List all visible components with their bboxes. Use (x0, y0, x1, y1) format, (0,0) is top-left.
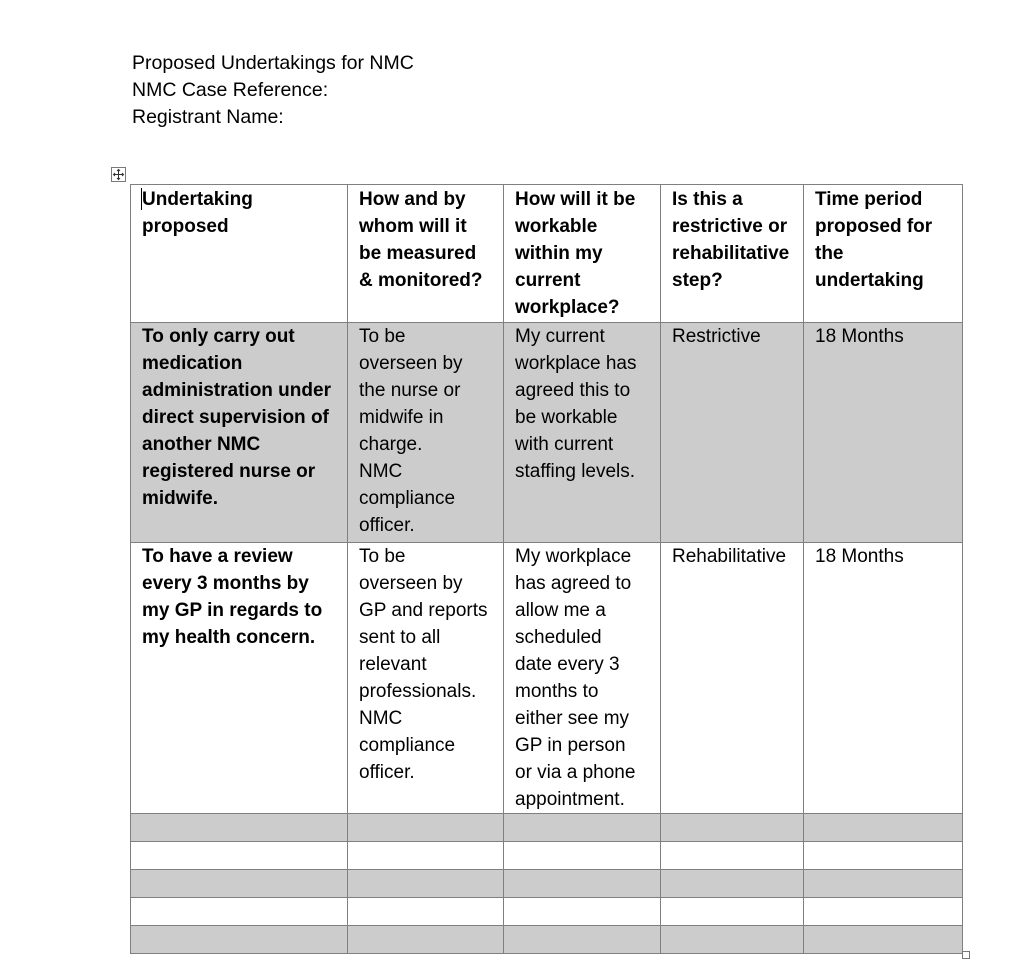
empty-cell[interactable] (504, 870, 661, 898)
table-cell[interactable]: To only carry out medication administration under direct supervision of another NMC registered nurse or midwife. (131, 323, 348, 543)
text-cursor (141, 188, 142, 210)
table-resize-handle[interactable] (962, 951, 970, 959)
empty-cell[interactable] (131, 842, 348, 870)
header-cell-undertaking[interactable]: Undertaking proposed (131, 185, 348, 323)
empty-cell[interactable] (804, 926, 963, 954)
empty-cell[interactable] (661, 814, 804, 842)
empty-cell[interactable] (348, 814, 504, 842)
empty-cell[interactable] (131, 870, 348, 898)
empty-cell[interactable] (131, 898, 348, 926)
empty-cell[interactable] (661, 842, 804, 870)
empty-table-row (131, 814, 963, 842)
empty-cell[interactable] (504, 842, 661, 870)
table-move-handle-icon[interactable] (111, 167, 126, 182)
empty-cell[interactable] (661, 898, 804, 926)
empty-table-row (131, 870, 963, 898)
move-arrows-icon (112, 168, 125, 181)
registrant-name-label[interactable]: Registrant Name: (132, 106, 284, 128)
header-cell-step-type[interactable]: Is this a restrictive or rehabilitative step? (661, 185, 804, 323)
header-cell-workable[interactable]: How will it be workable within my current workplace? (504, 185, 661, 323)
case-reference-label[interactable]: NMC Case Reference: (132, 79, 329, 101)
table-cell[interactable]: To be overseen by GP and reports sent to all relevant professionals. NMC compliance officer. (348, 543, 504, 814)
empty-cell[interactable] (661, 870, 804, 898)
empty-cell[interactable] (504, 898, 661, 926)
empty-cell[interactable] (804, 842, 963, 870)
table-cell[interactable]: To be overseen by the nurse or midwife in charge. NMC compliance officer. (348, 323, 504, 543)
empty-table-row (131, 842, 963, 870)
empty-cell[interactable] (348, 870, 504, 898)
empty-cell[interactable] (348, 898, 504, 926)
table-cell[interactable]: Restrictive (661, 323, 804, 543)
undertakings-table (130, 184, 963, 954)
table-header-row (131, 185, 963, 323)
empty-table-row (131, 926, 963, 954)
table-row (131, 323, 963, 543)
table-cell[interactable]: My current workplace has agreed this to be workable with current staffing levels. (504, 323, 661, 543)
empty-cell[interactable] (504, 814, 661, 842)
table-cell[interactable]: 18 Months (804, 543, 963, 814)
empty-cell[interactable] (131, 814, 348, 842)
empty-cell[interactable] (131, 926, 348, 954)
empty-cell[interactable] (804, 814, 963, 842)
table-cell[interactable]: My workplace has agreed to allow me a scheduled date every 3 months to either see my GP in person or via a phone appointment. (504, 543, 661, 814)
empty-table-row (131, 898, 963, 926)
table-cell[interactable]: 18 Months (804, 323, 963, 543)
table-row (131, 543, 963, 814)
empty-cell[interactable] (804, 870, 963, 898)
empty-cell[interactable] (804, 898, 963, 926)
header-cell-time-period[interactable]: Time period proposed for the undertaking (804, 185, 963, 323)
document-title: Proposed Undertakings for NMC (132, 52, 414, 74)
empty-cell[interactable] (661, 926, 804, 954)
empty-cell[interactable] (504, 926, 661, 954)
table-cell[interactable]: To have a review every 3 months by my GP in regards to my health concern. (131, 543, 348, 814)
table-cell[interactable]: Rehabilitative (661, 543, 804, 814)
empty-cell[interactable] (348, 842, 504, 870)
header-cell-measured[interactable]: How and by whom will it be measured & monitored? (348, 185, 504, 323)
document-header (132, 50, 414, 131)
empty-cell[interactable] (348, 926, 504, 954)
